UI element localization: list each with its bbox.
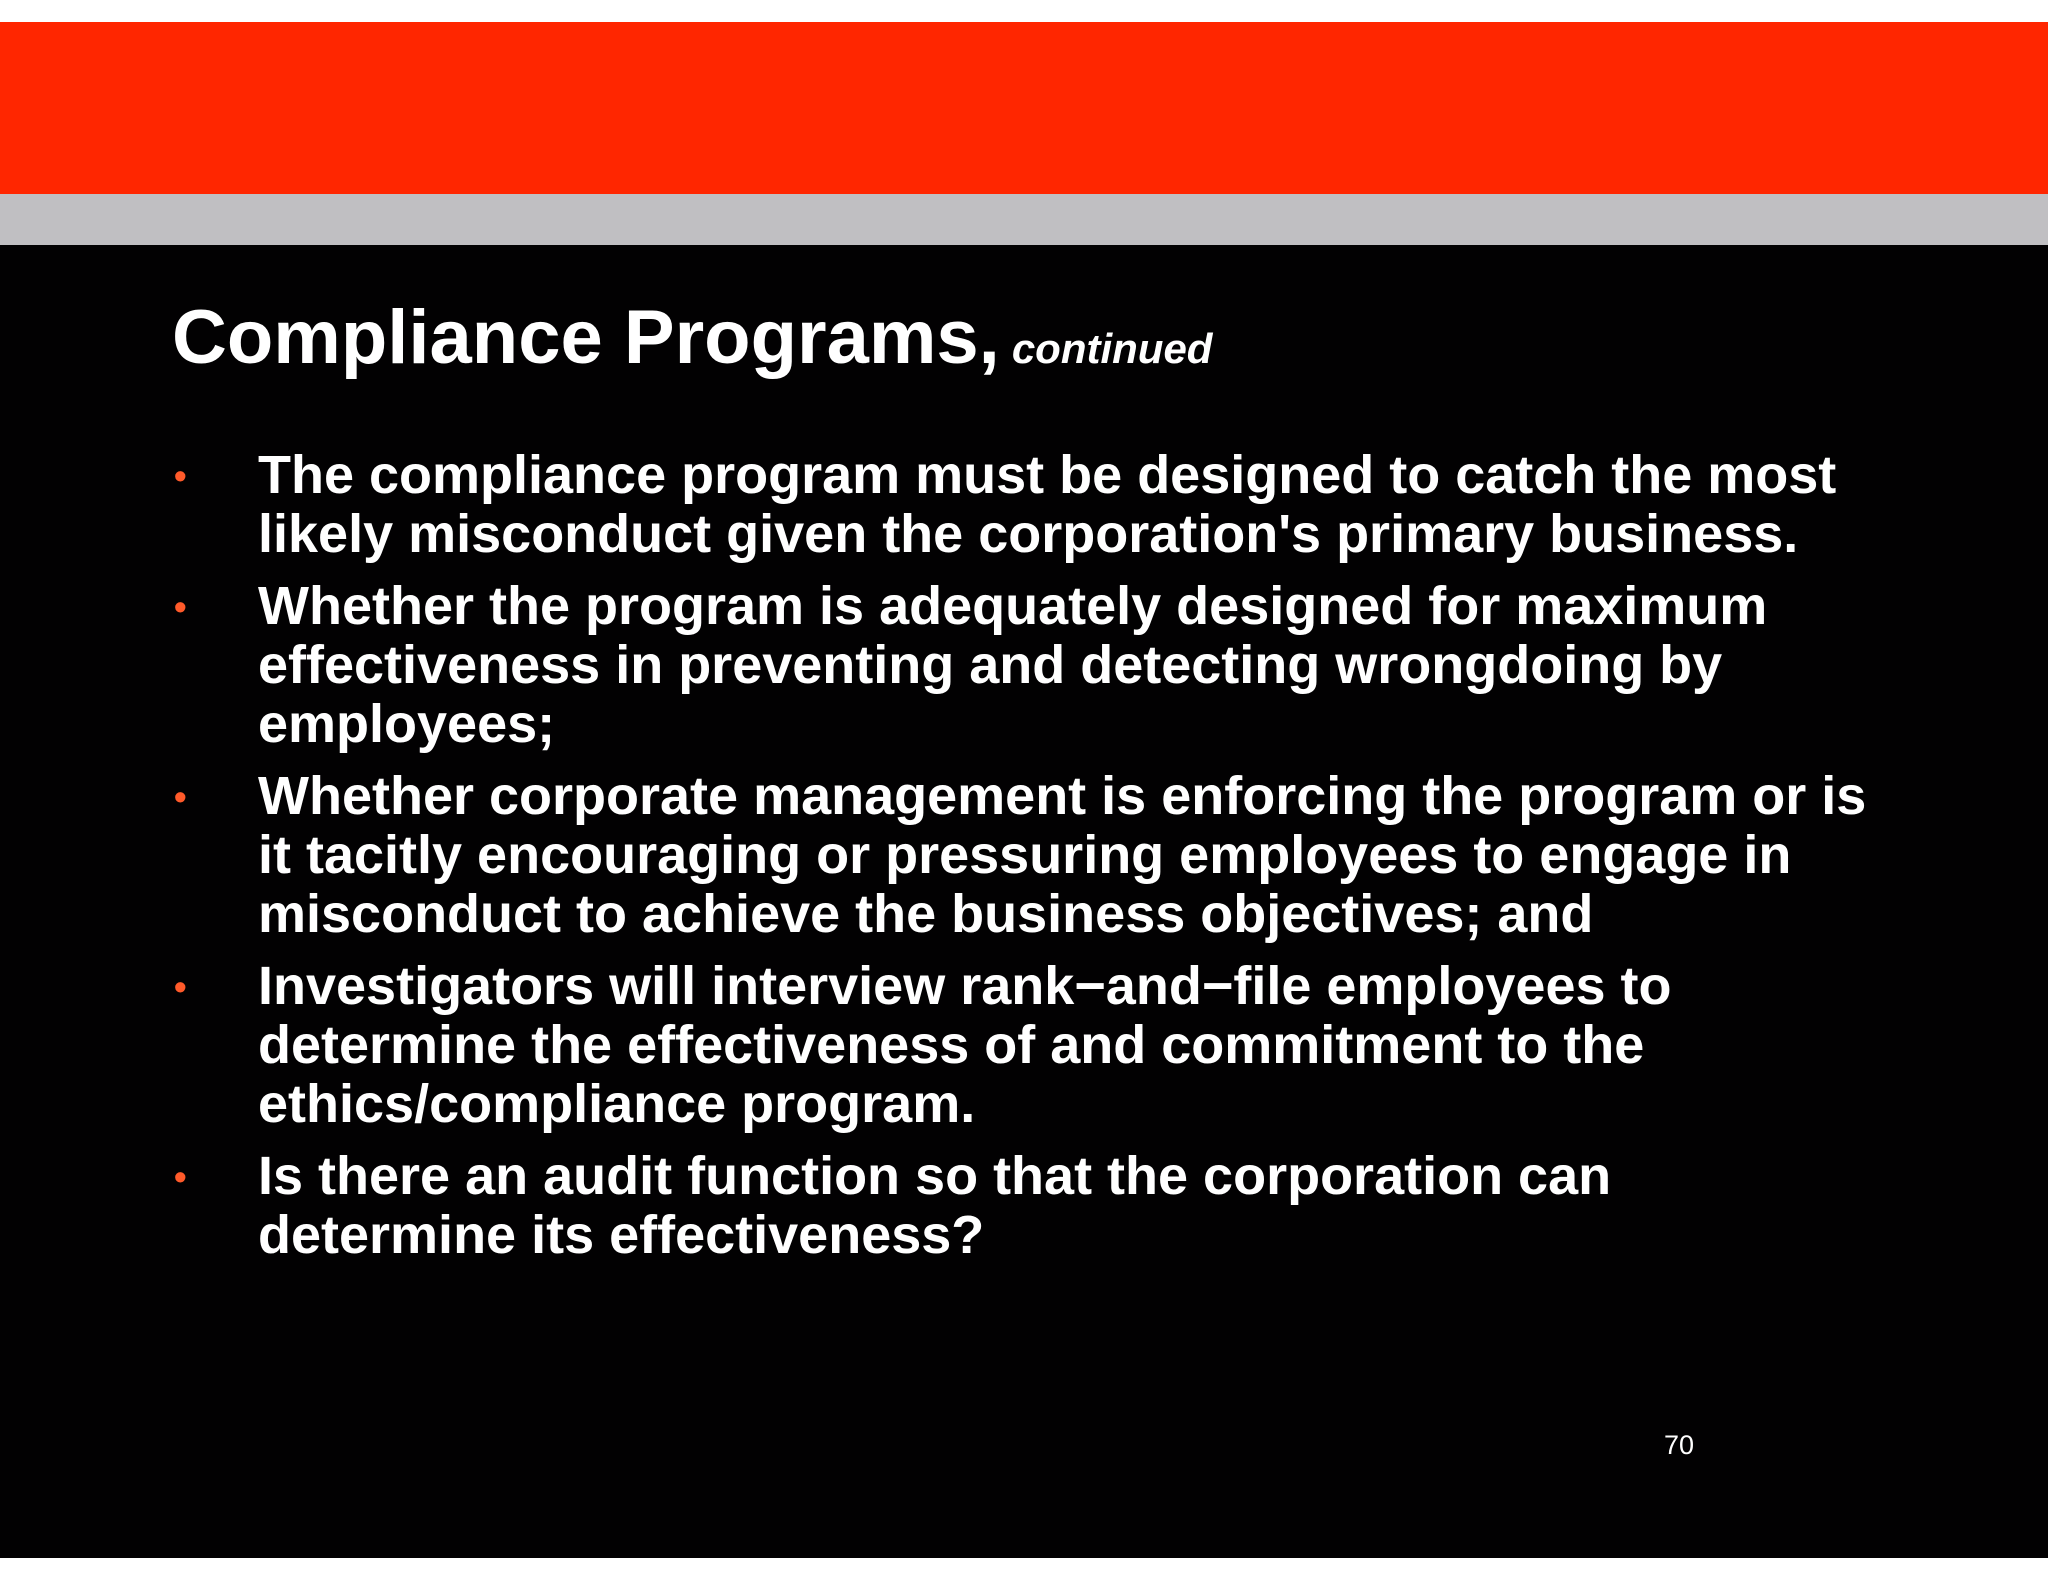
bullet-text: Is there an audit function so that the corporation can determine its effectiveness? — [258, 1146, 1612, 1265]
bullet-item — [172, 446, 1872, 564]
page-number: 70 — [1664, 1430, 1695, 1460]
slide-title-main: Compliance Programs, — [172, 295, 1000, 380]
bullet-item — [172, 1147, 1872, 1265]
bullet-text: Whether corporate management is enforcing the program or is it tacitly encouraging or pressuring employees to engage in misconduct to achieve the business objectives; and — [258, 766, 1867, 944]
bullet-icon: • — [174, 966, 187, 1007]
header-red-band — [0, 22, 2048, 194]
bullet-text: The compliance program must be designed to catch the most likely misconduct given the corporation's primary business. — [258, 445, 1837, 564]
bullet-icon: • — [174, 1156, 187, 1197]
bullet-text: Whether the program is adequately designed for maximum effectiveness in preventing and detecting wrongdoing by employees; — [258, 576, 1768, 754]
bullet-icon: • — [174, 455, 187, 496]
bullet-text: Investigators will interview rank−and−file employees to determine the effectiveness of and commitment to the ethics/compliance program. — [258, 956, 1672, 1134]
top-margin — [0, 0, 2048, 22]
bullet-icon: • — [174, 586, 187, 627]
slide-title — [172, 295, 1213, 380]
header-grey-band — [0, 194, 2048, 245]
bullet-list — [172, 446, 1872, 1278]
bottom-margin — [0, 1558, 2048, 1582]
bullet-item — [172, 577, 1872, 754]
bullet-item — [172, 957, 1872, 1134]
bullet-item — [172, 767, 1872, 944]
bullet-icon: • — [174, 776, 187, 817]
slide-title-continued: continued — [1011, 325, 1213, 372]
